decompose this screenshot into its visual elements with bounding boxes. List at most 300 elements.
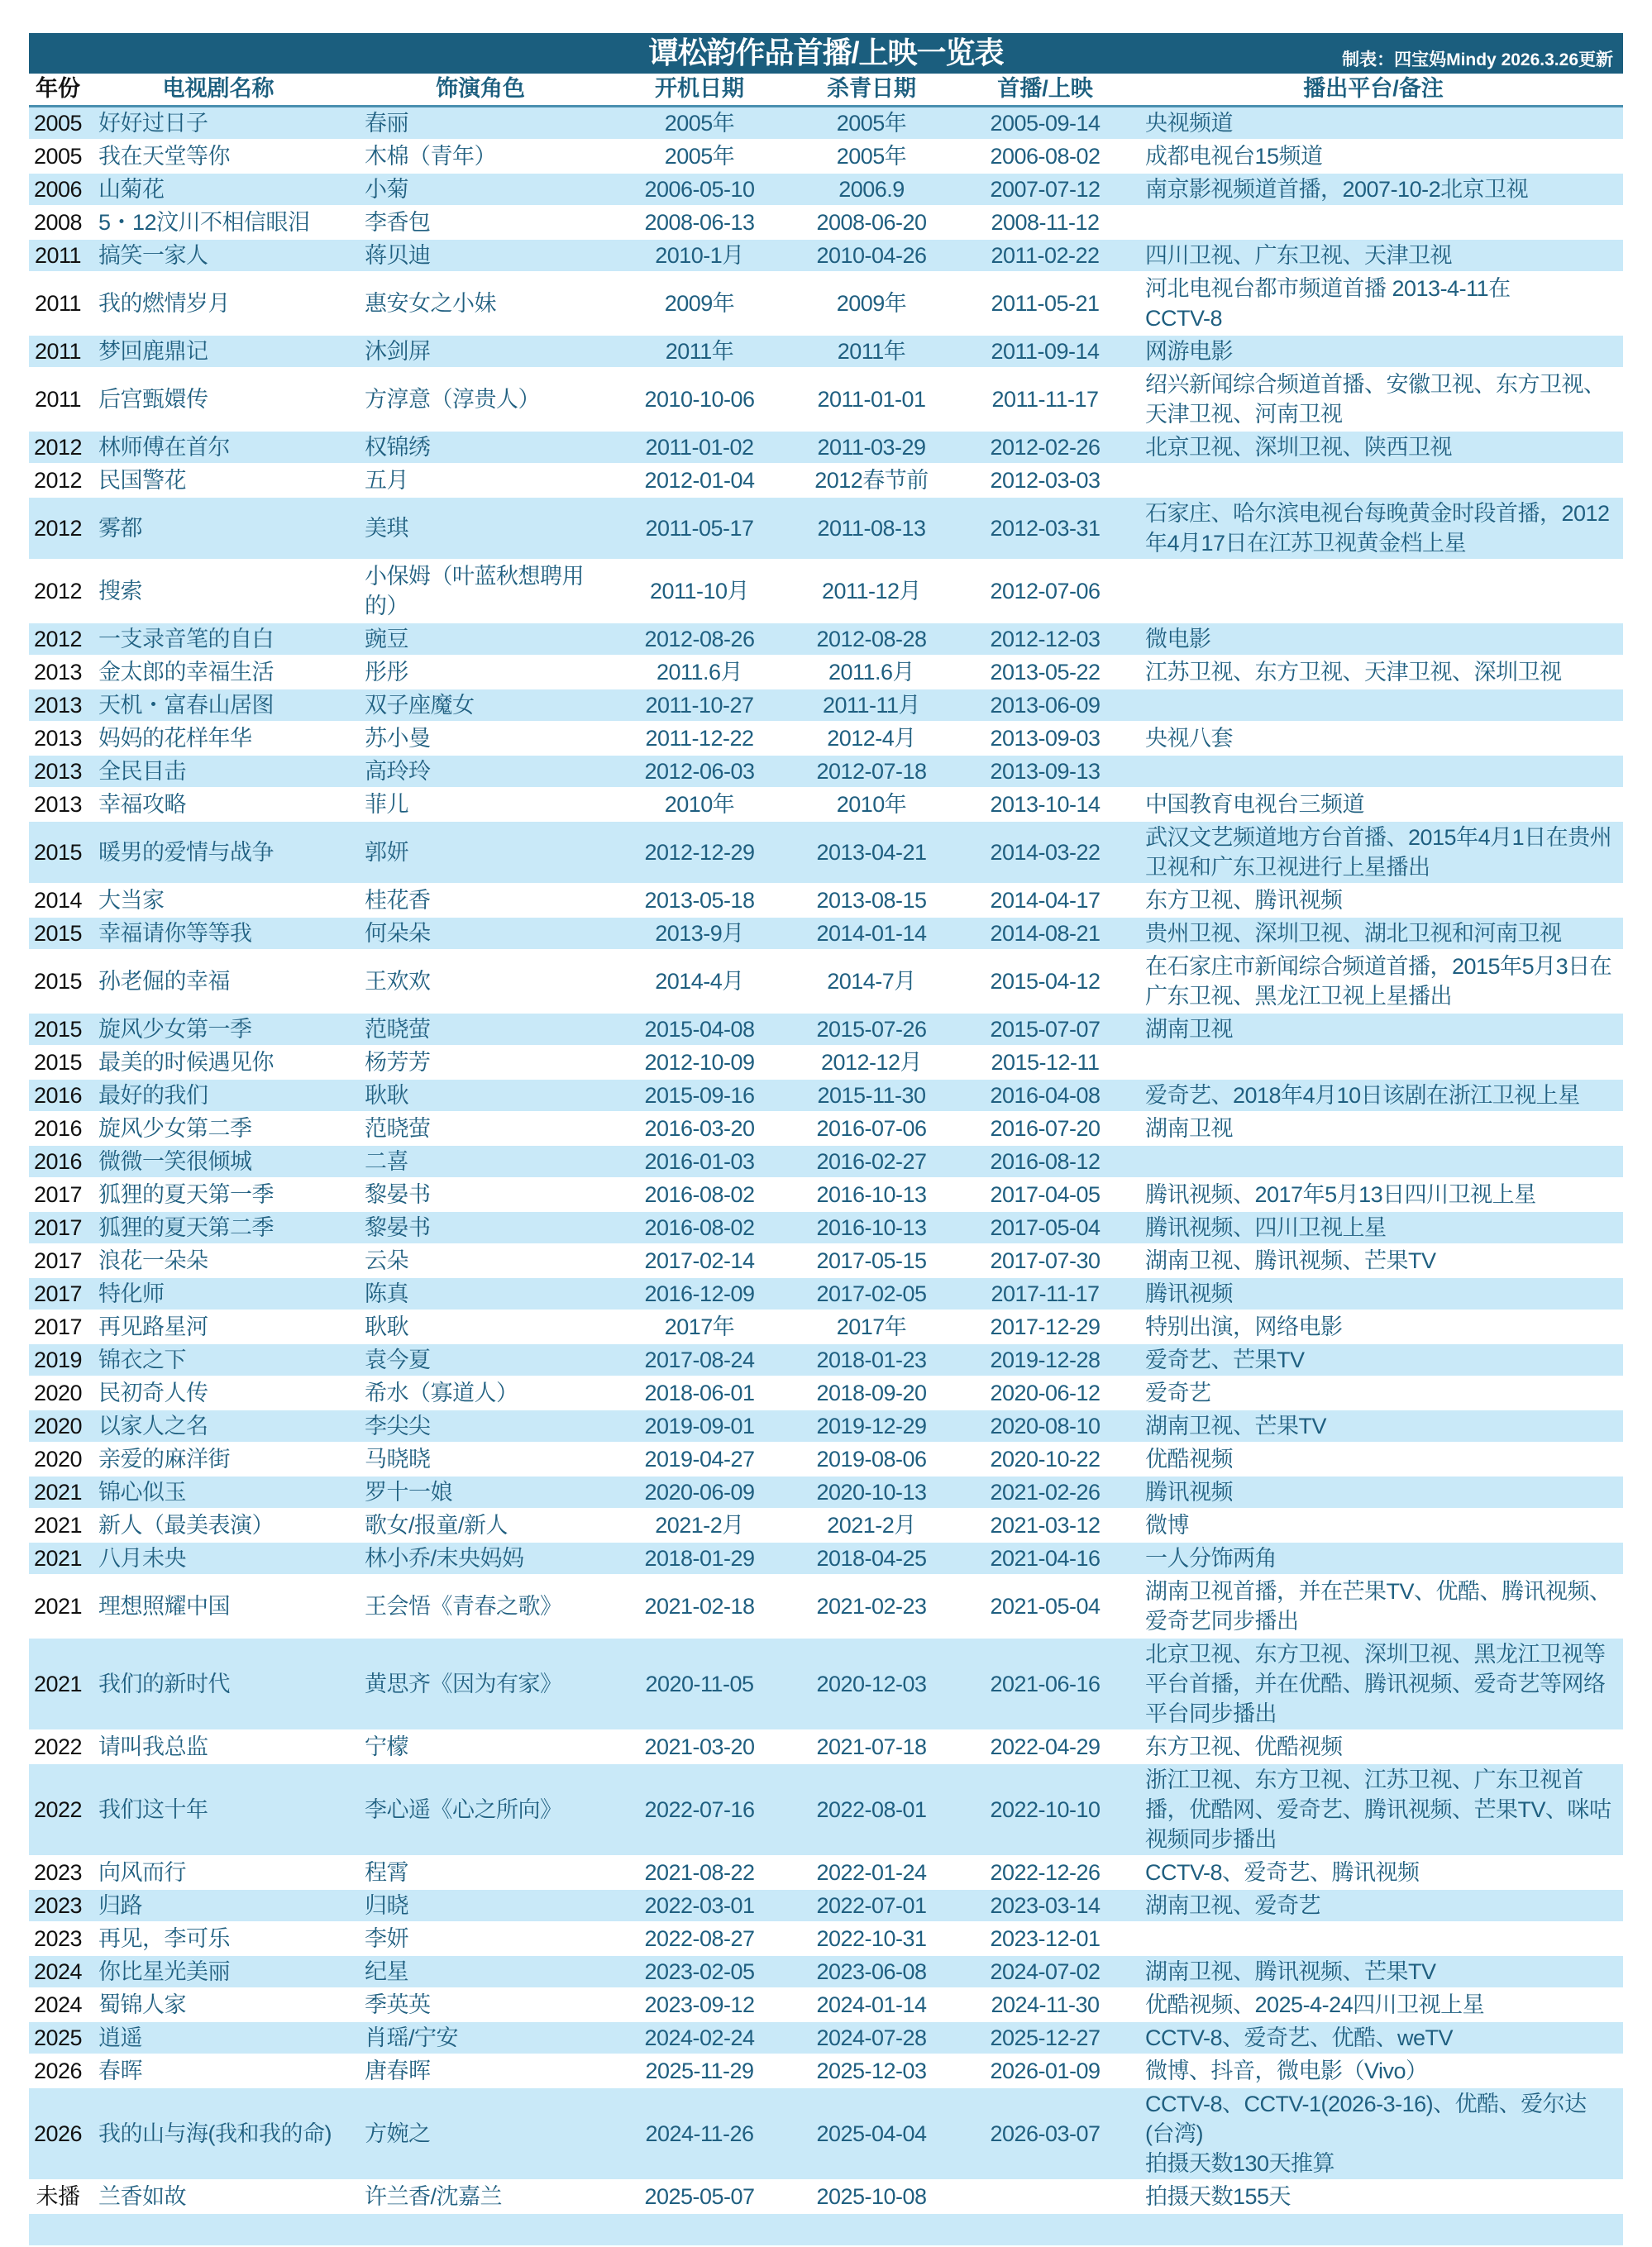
cell-premiere: 2013-09-03	[990, 726, 1101, 751]
cell-premiere: 2026-01-09	[990, 2059, 1101, 2083]
cell-start: 2017年	[664, 1314, 735, 1339]
cell-wrap: 2012-12月	[820, 1050, 923, 1075]
cell-start: 2025-05-07	[644, 2184, 755, 2209]
cell-role: 彤彤	[365, 660, 408, 685]
cell-note: 湖南卫视、芒果TV	[1145, 1414, 1327, 1438]
cell-name: 八月未央	[98, 1546, 186, 1571]
cell-start: 2012-06-03	[644, 759, 755, 784]
cell-premiere: 2013-10-14	[990, 792, 1101, 817]
cell-role: 王会悟《青春之歌》	[365, 1594, 562, 1619]
table-row	[29, 465, 1623, 498]
empty-row	[29, 2214, 1623, 2247]
cell-wrap: 2019-08-06	[816, 1447, 927, 1472]
cell-note: 江苏卫视、东方卫视、天津卫视、深圳卫视	[1145, 660, 1562, 685]
cell-premiere: 2012-12-03	[990, 627, 1101, 651]
cell-year: 2021	[33, 1546, 83, 1571]
cell-name: 梦回鹿鼎记	[98, 339, 208, 364]
cell-wrap: 2013-08-15	[816, 888, 927, 913]
cell-premiere: 2017-07-30	[990, 1248, 1101, 1273]
cell-role: 罗十一娘	[365, 1480, 452, 1505]
cell-note: 微电影	[1145, 627, 1211, 651]
table-row	[29, 1146, 1623, 1179]
cell-note: 北京卫视、深圳卫视、陕西卫视	[1145, 435, 1452, 460]
cell-name: 好好过日子	[98, 111, 208, 136]
cell-role: 二喜	[365, 1149, 408, 1174]
cell-wrap: 2025-12-03	[816, 2059, 927, 2083]
cell-note: 爱奇艺	[1145, 1381, 1211, 1405]
cell-premiere: 2020-08-10	[990, 1414, 1101, 1438]
cell-role: 耿耿	[365, 1314, 408, 1339]
cell-year: 2013	[33, 759, 83, 784]
cell-name: 大当家	[98, 888, 165, 913]
table-row	[29, 2088, 1623, 2181]
table-row	[29, 656, 1623, 689]
cell-year: 2011	[34, 243, 82, 268]
cell-premiere: 2022-04-29	[990, 1734, 1101, 1759]
cell-name: 春晖	[98, 2059, 142, 2083]
cell-wrap: 2012-07-18	[816, 759, 927, 784]
cell-year: 2021	[33, 1513, 83, 1538]
cell-wrap: 2010-04-26	[816, 243, 927, 268]
cell-start: 2012-08-26	[644, 627, 755, 651]
cell-role: 范晓萤	[365, 1116, 431, 1141]
table-row	[29, 1956, 1623, 1989]
cell-note: CCTV-8、CCTV-1(2026-3-16)、优酷、爱尔达(台湾) 拍摄天数130天推算	[1145, 2092, 1587, 2176]
maker-credit: 制表：四宝妈Mindy 2026.3.26更新	[1342, 50, 1613, 69]
cell-name: 林师傅在首尔	[98, 435, 230, 460]
table-row	[29, 1245, 1623, 1278]
cell-premiere: 2016-08-12	[990, 1149, 1101, 1174]
cell-note	[1134, 465, 1613, 496]
cell-start: 2005年	[664, 144, 735, 169]
cell-role: 惠安女之小妹	[365, 291, 496, 316]
cell-start: 2021-08-22	[644, 1860, 755, 1885]
cell-premiere: 2017-11-17	[991, 1281, 1100, 1306]
cell-start: 2016-08-02	[644, 1215, 755, 1240]
cell-start: 2019-09-01	[644, 1414, 755, 1438]
table-row	[29, 207, 1623, 240]
cell-name: 以家人之名	[98, 1414, 208, 1438]
table-row	[29, 689, 1623, 723]
cell-premiere: 2019-12-28	[990, 1348, 1101, 1372]
cell-note: 网游电影	[1145, 339, 1233, 364]
cell-role: 黎晏书	[365, 1182, 431, 1207]
cell-wrap: 2015-07-26	[816, 1017, 927, 1042]
cell-premiere: 2015-07-07	[990, 1017, 1101, 1042]
table-row	[29, 1543, 1623, 1576]
cell-note: 腾讯视频	[1145, 1480, 1233, 1505]
table-row	[29, 174, 1623, 207]
cell-wrap: 2022-07-01	[816, 1893, 927, 1918]
cell-premiere: 2022-10-10	[990, 1797, 1101, 1822]
cell-premiere: 2007-07-12	[990, 177, 1101, 202]
cell-start: 2017-02-14	[644, 1248, 755, 1273]
cell-year: 2014	[33, 888, 83, 913]
cell-start: 2011-10月	[649, 579, 750, 603]
cell-year: 2021	[33, 1480, 83, 1505]
cell-note: 一人分饰两角	[1145, 1546, 1277, 1571]
cell-wrap: 2012-4月	[827, 726, 916, 751]
cell-premiere: 2021-04-16	[990, 1546, 1101, 1571]
cell-role: 李妍	[365, 1926, 408, 1951]
cell-role: 黎晏书	[365, 1215, 431, 1240]
cell-premiere: 2017-04-05	[990, 1182, 1101, 1207]
cell-year: 未播	[36, 2184, 80, 2209]
cell-wrap: 2016-10-13	[816, 1215, 927, 1240]
cell-wrap: 2012春节前	[814, 468, 929, 493]
cell-name: 妈妈的花样年华	[98, 726, 252, 751]
cell-start: 2010年	[664, 792, 735, 817]
cell-wrap: 2011.6月	[828, 660, 915, 685]
cell-note: 武汉文艺频道地方台首播、2015年4月1日在贵州卫视和广东卫视进行上星播出	[1145, 825, 1612, 880]
cell-year: 2006	[33, 177, 83, 202]
table-body	[29, 107, 1623, 2247]
table-row	[29, 1510, 1623, 1543]
table-row	[29, 1080, 1623, 1113]
cell-premiere	[957, 2181, 1134, 2212]
table-row	[29, 756, 1623, 789]
cell-note: 腾讯视频、四川卫视上星	[1145, 1215, 1387, 1240]
cell-year: 2005	[33, 111, 83, 136]
cell-name: 山菊花	[98, 177, 165, 202]
cell-role: 沐剑屏	[365, 339, 431, 364]
cell-role: 方淳意（淳贵人）	[365, 387, 540, 412]
cell-wrap: 2017年	[836, 1314, 907, 1339]
cell-wrap: 2018-09-20	[816, 1381, 927, 1405]
cell-start: 2005年	[664, 111, 735, 136]
cell-note: 央视八套	[1145, 726, 1233, 751]
cell-premiere: 2011-05-21	[991, 291, 1100, 316]
cell-name: 旋风少女第二季	[98, 1116, 252, 1141]
cell-wrap: 2024-07-28	[816, 2025, 927, 2050]
table-row	[29, 951, 1623, 1014]
cell-premiere: 2006-08-02	[990, 144, 1101, 169]
cell-start: 2011年	[665, 339, 734, 364]
cell-start: 2021-02-18	[644, 1594, 755, 1619]
cell-premiere: 2008-11-12	[991, 210, 1100, 235]
cell-wrap: 2022-01-24	[816, 1860, 927, 1885]
cell-start: 2009年	[664, 291, 735, 316]
cell-year: 2013	[33, 792, 83, 817]
cell-start: 2011-05-17	[645, 516, 754, 541]
cell-name: 兰香如故	[98, 2184, 186, 2209]
cell-wrap: 2018-04-25	[816, 1546, 927, 1571]
cell-start: 2016-12-09	[644, 1281, 755, 1306]
cell-premiere: 2011-09-14	[991, 339, 1100, 364]
cell-role: 纪星	[365, 1959, 408, 1984]
cell-role: 杨芳芳	[365, 1050, 431, 1075]
table-row	[29, 1923, 1623, 1956]
cell-year: 2011	[34, 291, 82, 316]
cell-start: 2012-10-09	[644, 1050, 755, 1075]
cell-start: 2015-04-08	[644, 1017, 755, 1042]
cell-year: 2020	[33, 1381, 83, 1405]
cell-role: 肖瑶/宁安	[365, 2025, 459, 2050]
table-row	[29, 2022, 1623, 2055]
cell-note: 南京影视频道首播，2007-10-2北京卫视	[1145, 177, 1529, 202]
cell-role: 高玲玲	[365, 759, 431, 784]
cell-role: 方婉之	[365, 2121, 431, 2146]
cell-note: 贵州卫视、深圳卫视、湖北卫视和河南卫视	[1145, 921, 1562, 946]
cell-note	[1134, 756, 1613, 787]
cell-year: 2019	[33, 1348, 83, 1372]
cell-premiere: 2022-12-26	[990, 1860, 1101, 1885]
cell-name: 搜索	[98, 579, 142, 603]
cell-start: 2013-05-18	[644, 888, 755, 913]
cell-name: 狐狸的夏天第二季	[98, 1215, 274, 1240]
cell-premiere: 2021-03-12	[990, 1513, 1101, 1538]
cell-premiere: 2020-10-22	[990, 1447, 1101, 1472]
title-bar	[29, 33, 1623, 71]
cell-wrap: 2020-12-03	[816, 1672, 927, 1696]
cell-year: 2015	[33, 1017, 83, 1042]
cell-wrap: 2011年	[837, 339, 906, 364]
cell-note: CCTV-8、爱奇艺、优酷、weTV	[1145, 2025, 1454, 2050]
cell-start: 2014-4月	[655, 969, 744, 994]
cell-wrap: 2014-7月	[827, 969, 916, 994]
cell-name: 微微一笑很倾城	[98, 1149, 252, 1174]
cell-name: 暖男的爱情与战争	[98, 840, 274, 865]
cell-role: 菲儿	[365, 792, 408, 817]
cell-wrap: 2022-08-01	[816, 1797, 927, 1822]
cell-name: 全民目击	[98, 759, 186, 784]
header-year: 年份	[36, 76, 80, 101]
cell-year: 2013	[33, 693, 83, 718]
cell-start: 2011-01-02	[645, 435, 754, 460]
cell-premiere: 2024-11-30	[991, 1992, 1100, 2017]
cell-start: 2008-06-13	[644, 210, 755, 235]
cell-start: 2013-9月	[655, 921, 744, 946]
cell-role: 马晓晓	[365, 1447, 431, 1472]
cell-name: 金太郎的幸福生活	[98, 660, 274, 685]
cell-name: 特化师	[98, 1281, 165, 1306]
cell-name: 归路	[98, 1893, 142, 1918]
cell-wrap: 2017-02-05	[816, 1281, 927, 1306]
table-row	[29, 1212, 1623, 1245]
cell-wrap: 2012-08-28	[816, 627, 927, 651]
cell-start: 2025-11-29	[645, 2059, 754, 2083]
cell-name: 锦衣之下	[98, 1348, 186, 1372]
table-row	[29, 918, 1623, 951]
cell-note	[1134, 207, 1613, 238]
cell-name: 再见路星河	[98, 1314, 208, 1339]
cell-role: 李香包	[365, 210, 431, 235]
cell-note: 湖南卫视	[1145, 1017, 1233, 1042]
cell-note: 在石家庄市新闻综合频道首播，2015年5月3日在广东卫视、黑龙江卫视上星播出	[1145, 954, 1612, 1009]
cell-start: 2022-08-27	[644, 1926, 755, 1951]
table-row	[29, 885, 1623, 918]
cell-start: 2016-08-02	[644, 1182, 755, 1207]
cell-year: 2016	[33, 1083, 83, 1108]
cell-note: 优酷视频、2025-4-24四川卫视上星	[1145, 1992, 1485, 2017]
table-row	[29, 1477, 1623, 1510]
cell-premiere: 2016-07-20	[990, 1116, 1101, 1141]
cell-name: 你比星光美丽	[98, 1959, 230, 1984]
header-premiere: 首播/上映	[997, 76, 1093, 101]
cell-premiere: 2012-03-31	[990, 516, 1101, 541]
table-row	[29, 141, 1623, 174]
cell-premiere: 2020-06-12	[990, 1381, 1101, 1405]
cell-wrap: 2023-06-08	[816, 1959, 927, 1984]
cell-wrap: 2016-10-13	[816, 1182, 927, 1207]
cell-premiere: 2013-05-22	[990, 660, 1101, 685]
cell-premiere: 2015-12-11	[991, 1050, 1100, 1075]
cell-wrap: 2011-08-13	[817, 516, 926, 541]
cell-start: 2015-09-16	[644, 1083, 755, 1108]
table-row	[29, 1311, 1623, 1344]
cell-role: 归晓	[365, 1893, 408, 1918]
cell-year: 2021	[33, 1594, 83, 1619]
cell-premiere: 2024-07-02	[990, 1959, 1101, 1984]
cell-year: 2023	[33, 1926, 83, 1951]
cell-start: 2022-07-16	[644, 1797, 755, 1822]
cell-note: 湖南卫视	[1145, 1116, 1233, 1141]
cell-wrap: 2016-02-27	[816, 1149, 927, 1174]
cell-start: 2021-2月	[655, 1513, 744, 1538]
cell-role: 春丽	[365, 111, 408, 136]
cell-note: 腾讯视频	[1145, 1281, 1233, 1306]
cell-premiere: 2011-11-17	[991, 387, 1099, 412]
cell-note: 腾讯视频、2017年5月13日四川卫视上星	[1145, 1182, 1536, 1207]
cell-year: 2015	[33, 1050, 83, 1075]
cell-role: 五月	[365, 468, 408, 493]
table-header	[29, 71, 1623, 107]
cell-note: 浙江卫视、东方卫视、江苏卫视、广东卫视首播，优酷网、爱奇艺、腾讯视频、芒果TV、咪咕视频同步播出	[1145, 1768, 1611, 1852]
cell-premiere: 2023-03-14	[990, 1893, 1101, 1918]
cell-name: 理想照耀中国	[98, 1594, 230, 1619]
cell-name: 锦心似玉	[98, 1480, 186, 1505]
cell-name: 搞笑一家人	[98, 243, 208, 268]
table-row	[29, 2181, 1623, 2214]
cell-start: 2011-10-27	[645, 693, 754, 718]
cell-role: 宁檬	[365, 1734, 408, 1759]
cell-year: 2012	[33, 627, 83, 651]
cell-name: 民初奇人传	[98, 1381, 208, 1405]
table-row	[29, 1344, 1623, 1377]
cell-name: 我的燃情岁月	[98, 291, 230, 316]
cell-start: 2012-12-29	[644, 840, 755, 865]
cell-wrap: 2021-02-23	[816, 1594, 927, 1619]
cell-start: 2023-02-05	[644, 1959, 755, 1984]
cell-year: 2016	[33, 1149, 83, 1174]
cell-role: 小菊	[365, 177, 408, 202]
cell-wrap: 2019-12-29	[816, 1414, 927, 1438]
table-row	[29, 240, 1623, 273]
cell-name: 浪花一朵朵	[98, 1248, 208, 1273]
cell-premiere: 2011-02-22	[991, 243, 1100, 268]
cell-note: 央视频道	[1145, 111, 1233, 136]
cell-wrap: 2020-10-13	[816, 1480, 927, 1505]
cell-note: 北京卫视、东方卫视、深圳卫视、黑龙江卫视等平台首播，并在优酷、腾讯视频、爱奇艺等网络平台同步播出	[1145, 1642, 1606, 1726]
cell-year: 2013	[33, 660, 83, 685]
cell-year: 2005	[33, 144, 83, 169]
cell-premiere: 2012-07-06	[990, 579, 1101, 603]
table-row	[29, 623, 1623, 656]
cell-name: 我们这十年	[98, 1797, 208, 1822]
cell-note: 成都电视台15频道	[1145, 144, 1323, 169]
cell-role: 林小乔/末央妈妈	[365, 1546, 524, 1571]
cell-wrap: 2017-05-15	[816, 1248, 927, 1273]
cell-note: 东方卫视、优酷视频	[1145, 1734, 1343, 1759]
header-start: 开机日期	[655, 76, 744, 101]
cell-wrap: 2008-06-20	[816, 210, 927, 235]
table-row	[29, 2055, 1623, 2088]
cell-year: 2015	[33, 921, 83, 946]
table-row	[29, 107, 1623, 141]
cell-note	[1134, 1047, 1613, 1078]
cell-note: CCTV-8、爱奇艺、腾讯视频	[1145, 1860, 1420, 1885]
header-name: 电视剧名称	[162, 76, 275, 101]
cell-start: 2011-12-22	[645, 726, 754, 751]
header-role: 饰演角色	[436, 76, 525, 101]
table-row	[29, 1113, 1623, 1146]
cell-role: 许兰香/沈嘉兰	[365, 2184, 503, 2209]
cell-year: 2026	[33, 2121, 83, 2146]
cell-wrap: 2015-11-30	[817, 1083, 926, 1108]
cell-name: 最好的我们	[98, 1083, 208, 1108]
cell-wrap: 2022-10-31	[816, 1926, 927, 1951]
cell-name: 狐狸的夏天第一季	[98, 1182, 274, 1207]
table-row	[29, 1047, 1623, 1080]
cell-wrap: 2013-04-21	[816, 840, 927, 865]
cell-role: 陈真	[365, 1281, 408, 1306]
cell-year: 2011	[34, 387, 82, 412]
cell-name: 天机・富春山居图	[98, 693, 274, 718]
cell-year: 2026	[33, 2059, 83, 2083]
cell-year: 2015	[33, 969, 83, 994]
cell-start: 2024-02-24	[644, 2025, 755, 2050]
cell-start: 2012-01-04	[644, 468, 755, 493]
cell-note: 湖南卫视首播，并在芒果TV、优酷、腾讯视频、爱奇艺同步播出	[1145, 1579, 1611, 1634]
cell-year: 2025	[33, 2025, 83, 2050]
cell-premiere: 2014-03-22	[990, 840, 1101, 865]
cell-premiere: 2023-12-01	[990, 1926, 1101, 1951]
cell-role: 歌女/报童/新人	[365, 1513, 508, 1538]
cell-note	[1134, 561, 1613, 622]
cell-role: 希水（寡道人）	[365, 1381, 518, 1405]
cell-role: 木棉（青年）	[365, 144, 496, 169]
table-row	[29, 723, 1623, 756]
cell-premiere: 2025-12-27	[990, 2025, 1101, 2050]
cell-note: 河北电视台都市频道首播 2013-4-11在 CCTV-8	[1145, 276, 1511, 331]
cell-role: 桂花香	[365, 888, 431, 913]
cell-role: 权锦绣	[365, 435, 431, 460]
cell-year: 2017	[33, 1248, 83, 1273]
table-row	[29, 1890, 1623, 1923]
cell-start: 2010-10-06	[644, 387, 755, 412]
works-table	[29, 33, 1623, 2247]
cell-year: 2020	[33, 1414, 83, 1438]
cell-name: 民国警花	[98, 468, 186, 493]
cell-name: 5・12汶川不相信眼泪	[98, 210, 310, 235]
cell-role: 郭妍	[365, 840, 408, 865]
cell-year: 2017	[33, 1314, 83, 1339]
header-note: 播出平台/备注	[1303, 76, 1444, 101]
cell-start: 2011.6月	[656, 660, 743, 685]
cell-wrap: 2005年	[836, 111, 907, 136]
cell-name: 一支录音笔的自白	[98, 627, 274, 651]
cell-start: 2022-03-01	[644, 1893, 755, 1918]
table-row	[29, 1014, 1623, 1047]
cell-premiere: 2026-03-07	[990, 2121, 1101, 2146]
cell-year: 2022	[33, 1797, 83, 1822]
table-row	[29, 1443, 1623, 1477]
cell-year: 2024	[33, 1992, 83, 2017]
cell-wrap: 2011-03-29	[817, 435, 926, 460]
cell-role: 程霄	[365, 1860, 408, 1885]
cell-year: 2022	[33, 1734, 83, 1759]
cell-start: 2016-01-03	[644, 1149, 755, 1174]
